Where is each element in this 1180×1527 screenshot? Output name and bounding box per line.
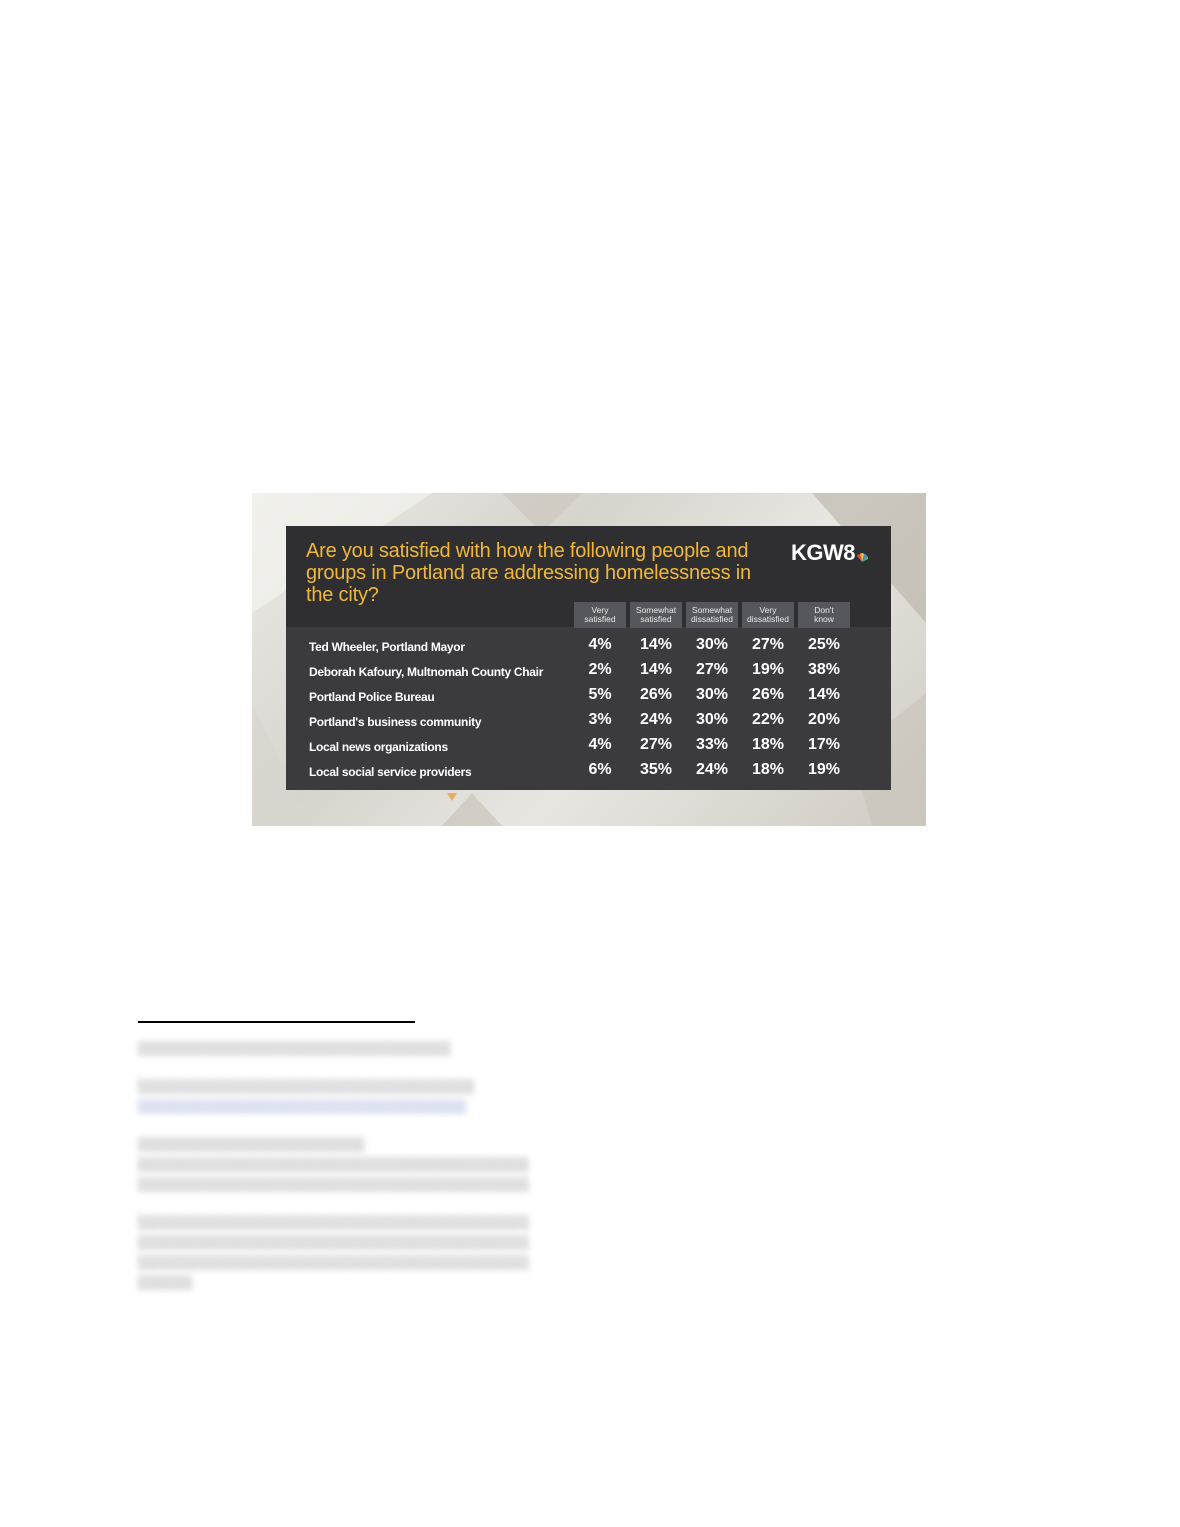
cell-value: 18% xyxy=(751,736,785,753)
cell-value: 24% xyxy=(695,761,729,778)
cell-value: 5% xyxy=(588,686,612,703)
cell-value: 26% xyxy=(639,686,673,703)
column-header: Somewhat satisfied xyxy=(630,602,682,628)
cell-value: 3% xyxy=(588,711,612,728)
row-label: Deborah Kafoury, Multnomah County Chair xyxy=(309,665,544,679)
poll-panel xyxy=(286,526,891,790)
cell-value: 30% xyxy=(695,636,729,653)
cell-value: 27% xyxy=(639,736,673,753)
cell-value: 19% xyxy=(807,761,841,778)
column-header: Very satisfied xyxy=(574,602,626,628)
cell-value: 25% xyxy=(807,636,841,653)
footnote-separator xyxy=(138,1021,415,1023)
cell-value: 38% xyxy=(807,661,841,678)
column-header: Don't know xyxy=(798,602,850,628)
cell-value: 27% xyxy=(751,636,785,653)
poll-graphic xyxy=(252,493,926,826)
table-row xyxy=(286,734,891,759)
kgw8-logo xyxy=(791,540,868,566)
table-row xyxy=(286,759,891,784)
cell-value: 17% xyxy=(807,736,841,753)
cell-value: 19% xyxy=(751,661,785,678)
cell-value: 27% xyxy=(695,661,729,678)
cell-value: 26% xyxy=(751,686,785,703)
cell-value: 4% xyxy=(588,736,612,753)
row-label: Ted Wheeler, Portland Mayor xyxy=(309,640,465,654)
cell-value: 14% xyxy=(807,686,841,703)
cell-value: 35% xyxy=(639,761,673,778)
cell-value: 2% xyxy=(588,661,612,678)
table-row xyxy=(286,709,891,734)
poll-question: Are you satisfied with how the following people and groups in Portland are addressing homelessness in the city? xyxy=(306,540,751,606)
row-label: Local news organizations xyxy=(309,740,448,754)
cell-value: 20% xyxy=(807,711,841,728)
cell-value: 4% xyxy=(588,636,612,653)
column-header: Very dissatisfied xyxy=(742,602,794,628)
cell-value: 14% xyxy=(639,636,673,653)
cell-value: 18% xyxy=(751,761,785,778)
cell-value: 24% xyxy=(639,711,673,728)
table-row xyxy=(286,659,891,684)
peacock-icon xyxy=(856,552,868,562)
table-row xyxy=(286,634,891,659)
footnotes-blurred: ░░░░░░░░░░░░░░░░░░░░░░░░░░░░░░░░░░░░░░░░ ░░░░░░░░░░░░░░░░░░░░░░░░░░░░░░░░░░░░░░░░░░░ ░░░░░░░░░░░░░░░░░░░░░░░░░░░░░░░░░░░░░░░░░░ ░░░░░░░░░░░░░░░░░░░░░░░░░░░░░ ░░░░░░░░░░░░░░░░░░░░░░░░░░░░░░░░░░░░░░░░░░░░░░░░░░ ░░░░░░░░░░░░░░░░░░░░░░░░░░░░░░░░░░░░░░░░░░░░░░░░░░ ░░░░░░░░░░░░░░░░░░░░░░░░░░░░░░░░░░░░░░░░░░░░░░░░░░ ░░░░░░░░░░░░░░░░░░░░░░░░░░░░░░░░░░░░░░░░░░░░░░░░░░ ░░░░░░░░░░░░░░░░░░░░░░░░░░░░░░░░░░░░░░░░░░░░░░░░░░ ░░░░░░░ xyxy=(138,1042,530,1291)
cell-value: 22% xyxy=(751,711,785,728)
row-label: Portland Police Bureau xyxy=(309,690,435,704)
cell-value: 14% xyxy=(639,661,673,678)
cell-value: 6% xyxy=(588,761,612,778)
cell-value: 30% xyxy=(695,686,729,703)
logo-text: KGW8 xyxy=(791,540,855,565)
cell-value: 33% xyxy=(695,736,729,753)
cell-value: 30% xyxy=(695,711,729,728)
row-label: Portland's business community xyxy=(309,715,482,729)
column-header: Somewhat dissatisfied xyxy=(686,602,738,628)
table-row xyxy=(286,684,891,709)
row-label: Local social service providers xyxy=(309,765,472,779)
